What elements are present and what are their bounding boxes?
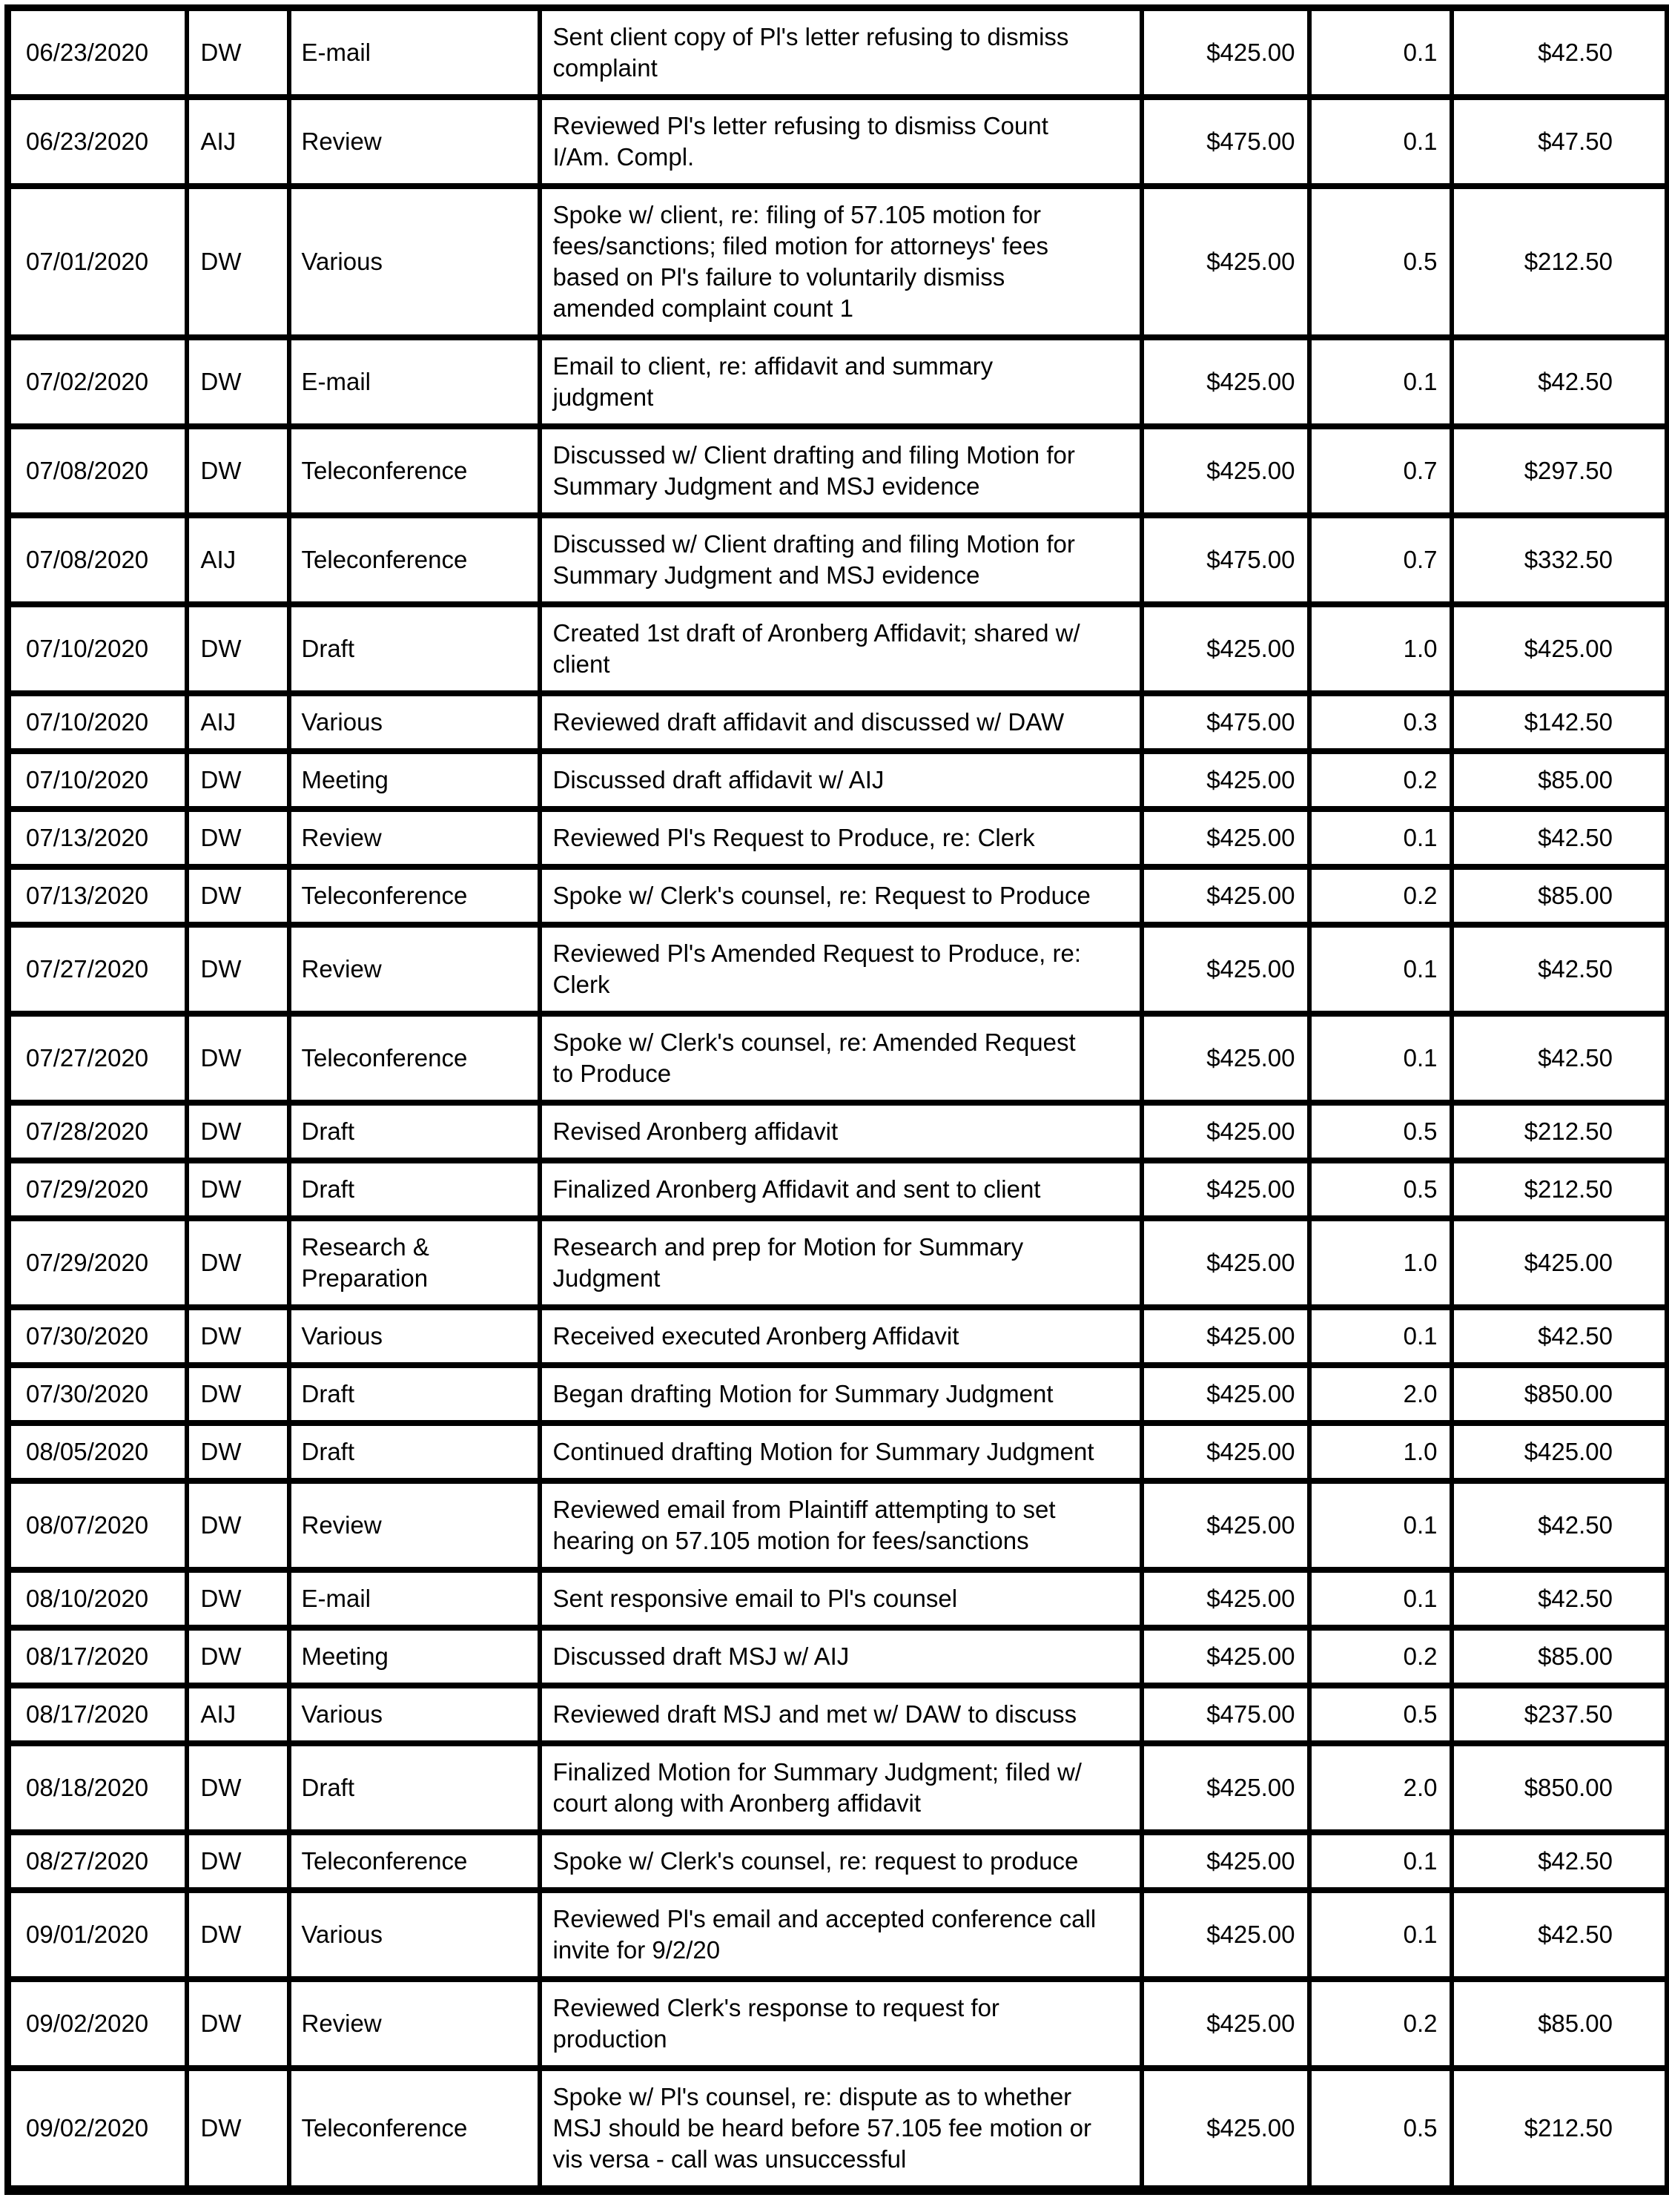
cell-date: 08/27/2020 [8,1832,187,1890]
cell-amount: $85.00 [1452,1979,1668,2068]
cell-date: 08/10/2020 [8,1570,187,1628]
cell-date: 07/10/2020 [8,693,187,751]
cell-activity: Review [289,97,540,186]
cell-hours: 2.0 [1309,1743,1452,1832]
cell-amount: $212.50 [1452,1161,1668,1218]
cell-date: 07/08/2020 [8,426,187,515]
cell-rate: $475.00 [1142,515,1309,604]
cell-date: 07/28/2020 [8,1103,187,1161]
cell-timekeeper: DW [187,1103,289,1161]
cell-hours: 0.5 [1309,1161,1452,1218]
cell-rate: $425.00 [1142,186,1309,337]
cell-hours: 0.5 [1309,2068,1452,2190]
cell-amount: $47.50 [1452,97,1668,186]
cell-rate: $425.00 [1142,8,1309,98]
cell-amount: $425.00 [1452,1423,1668,1481]
table-row [8,337,1668,426]
cell-activity: Review [289,809,540,867]
cell-activity: Draft [289,1743,540,1832]
cell-amount: $85.00 [1452,751,1668,809]
cell-hours: 0.2 [1309,751,1452,809]
cell-activity: Various [289,693,540,751]
cell-rate: $425.00 [1142,1570,1309,1628]
cell-timekeeper: DW [187,1161,289,1218]
cell-timekeeper: DW [187,1307,289,1365]
cell-activity: Draft [289,1423,540,1481]
cell-activity: Teleconference [289,1014,540,1103]
cell-date: 08/17/2020 [8,1628,187,1686]
cell-amount: $237.50 [1452,1686,1668,1743]
cell-amount: $85.00 [1452,1628,1668,1686]
cell-timekeeper: AIJ [187,97,289,186]
cell-hours: 0.7 [1309,426,1452,515]
cell-date: 07/01/2020 [8,186,187,337]
cell-description: Reviewed Pl's letter refusing to dismiss Count I/Am. Compl. [540,97,1142,186]
cell-rate: $425.00 [1142,337,1309,426]
cell-date: 07/10/2020 [8,604,187,693]
cell-activity: Review [289,1979,540,2068]
cell-hours: 0.1 [1309,1570,1452,1628]
cell-hours: 0.1 [1309,97,1452,186]
cell-activity: Various [289,186,540,337]
cell-rate: $425.00 [1142,809,1309,867]
cell-date: 06/23/2020 [8,97,187,186]
table-row [8,1423,1668,1481]
cell-hours: 0.1 [1309,1307,1452,1365]
cell-rate: $425.00 [1142,1832,1309,1890]
cell-timekeeper: DW [187,1979,289,2068]
cell-rate: $425.00 [1142,1423,1309,1481]
cell-description: Research and prep for Motion for Summary Judgment [540,1218,1142,1307]
cell-rate: $425.00 [1142,925,1309,1014]
cell-hours: 0.1 [1309,337,1452,426]
billing-table [4,4,1669,2195]
cell-description: Reviewed Pl's Request to Produce, re: Clerk [540,809,1142,867]
cell-rate: $425.00 [1142,867,1309,925]
cell-amount: $850.00 [1452,1365,1668,1423]
cell-timekeeper: DW [187,8,289,98]
cell-hours: 0.1 [1309,809,1452,867]
cell-timekeeper: AIJ [187,693,289,751]
cell-timekeeper: DW [187,1481,289,1570]
cell-activity: Meeting [289,751,540,809]
table-row [8,8,1668,98]
table-row [8,867,1668,925]
cell-timekeeper: DW [187,1570,289,1628]
cell-date: 09/02/2020 [8,2068,187,2190]
cell-activity: Teleconference [289,867,540,925]
cell-amount: $425.00 [1452,1218,1668,1307]
cell-date: 07/02/2020 [8,337,187,426]
scanned-billing-page [0,4,1669,2212]
table-row [8,1743,1668,1832]
cell-activity: Draft [289,1103,540,1161]
cell-hours: 0.5 [1309,1686,1452,1743]
table-row [8,693,1668,751]
cell-hours: 0.5 [1309,1103,1452,1161]
cell-activity: Meeting [289,1628,540,1686]
cell-description: Discussed w/ Client drafting and filing Motion for Summary Judgment and MSJ evidence [540,515,1142,604]
cell-date: 07/27/2020 [8,925,187,1014]
cell-rate: $475.00 [1142,97,1309,186]
cell-activity: E-mail [289,8,540,98]
cell-description: Spoke w/ client, re: filing of 57.105 motion for fees/sanctions; filed motion for attorneys' fees based on Pl's failure to voluntarily dismiss amended complaint count 1 [540,186,1142,337]
cell-timekeeper: DW [187,186,289,337]
billing-table-body [8,8,1668,2190]
cell-hours: 0.1 [1309,925,1452,1014]
table-row [8,1686,1668,1743]
cell-date: 07/30/2020 [8,1307,187,1365]
cell-activity: Teleconference [289,1832,540,1890]
cell-description: Sent responsive email to Pl's counsel [540,1570,1142,1628]
cell-rate: $425.00 [1142,604,1309,693]
table-row [8,1307,1668,1365]
cell-rate: $475.00 [1142,1686,1309,1743]
cell-timekeeper: DW [187,925,289,1014]
cell-description: Finalized Aronberg Affidavit and sent to client [540,1161,1142,1218]
cell-date: 09/01/2020 [8,1890,187,1979]
cell-rate: $425.00 [1142,1014,1309,1103]
cell-description: Continued drafting Motion for Summary Judgment [540,1423,1142,1481]
cell-activity: E-mail [289,1570,540,1628]
cell-hours: 0.3 [1309,693,1452,751]
cell-amount: $850.00 [1452,1743,1668,1832]
cell-description: Finalized Motion for Summary Judgment; filed w/ court along with Aronberg affidavit [540,1743,1142,1832]
cell-activity: Review [289,925,540,1014]
cell-activity: Research & Preparation [289,1218,540,1307]
cell-amount: $42.50 [1452,1307,1668,1365]
cell-amount: $212.50 [1452,186,1668,337]
cell-timekeeper: DW [187,1218,289,1307]
cell-description: Spoke w/ Clerk's counsel, re: Amended Request to Produce [540,1014,1142,1103]
cell-description: Reviewed Clerk's response to request for production [540,1979,1142,2068]
cell-activity: E-mail [289,337,540,426]
cell-amount: $42.50 [1452,337,1668,426]
cell-description: Reviewed Pl's Amended Request to Produce, re: Clerk [540,925,1142,1014]
cell-hours: 1.0 [1309,604,1452,693]
cell-amount: $42.50 [1452,925,1668,1014]
cell-description: Discussed draft affidavit w/ AIJ [540,751,1142,809]
table-row [8,1161,1668,1218]
cell-timekeeper: DW [187,1365,289,1423]
cell-rate: $425.00 [1142,1481,1309,1570]
cell-amount: $332.50 [1452,515,1668,604]
cell-rate: $425.00 [1142,1628,1309,1686]
cell-date: 08/07/2020 [8,1481,187,1570]
cell-hours: 0.2 [1309,1979,1452,2068]
table-row [8,925,1668,1014]
cell-rate: $425.00 [1142,2068,1309,2190]
cell-activity: Teleconference [289,515,540,604]
cell-timekeeper: DW [187,604,289,693]
cell-date: 07/29/2020 [8,1161,187,1218]
cell-timekeeper: AIJ [187,515,289,604]
cell-hours: 0.5 [1309,186,1452,337]
cell-hours: 0.1 [1309,1014,1452,1103]
cell-timekeeper: DW [187,867,289,925]
cell-hours: 2.0 [1309,1365,1452,1423]
cell-date: 07/08/2020 [8,515,187,604]
cell-hours: 0.2 [1309,867,1452,925]
cell-amount: $212.50 [1452,2068,1668,2190]
cell-date: 06/23/2020 [8,8,187,98]
cell-amount: $142.50 [1452,693,1668,751]
cell-date: 09/02/2020 [8,1979,187,2068]
cell-activity: Draft [289,1161,540,1218]
cell-rate: $425.00 [1142,426,1309,515]
cell-description: Received executed Aronberg Affidavit [540,1307,1142,1365]
cell-date: 07/29/2020 [8,1218,187,1307]
cell-activity: Teleconference [289,2068,540,2190]
cell-description: Reviewed draft MSJ and met w/ DAW to discuss [540,1686,1142,1743]
cell-rate: $425.00 [1142,1103,1309,1161]
cell-timekeeper: DW [187,426,289,515]
cell-rate: $425.00 [1142,1890,1309,1979]
cell-activity: Draft [289,604,540,693]
cell-amount: $297.50 [1452,426,1668,515]
cell-amount: $42.50 [1452,809,1668,867]
table-row [8,186,1668,337]
cell-activity: Various [289,1307,540,1365]
cell-description: Reviewed email from Plaintiff attempting to set hearing on 57.105 motion for fees/sanctions [540,1481,1142,1570]
cell-description: Revised Aronberg affidavit [540,1103,1142,1161]
table-row [8,1979,1668,2068]
cell-description: Created 1st draft of Aronberg Affidavit; shared w/ client [540,604,1142,693]
table-row [8,1832,1668,1890]
cell-amount: $42.50 [1452,1014,1668,1103]
cell-amount: $42.50 [1452,1890,1668,1979]
cell-hours: 1.0 [1309,1423,1452,1481]
cell-description: Discussed w/ Client drafting and filing Motion for Summary Judgment and MSJ evidence [540,426,1142,515]
cell-timekeeper: DW [187,2068,289,2190]
cell-date: 08/17/2020 [8,1686,187,1743]
table-row [8,1481,1668,1570]
cell-hours: 1.0 [1309,1218,1452,1307]
cell-amount: $42.50 [1452,1481,1668,1570]
cell-description: Spoke w/ Clerk's counsel, re: request to produce [540,1832,1142,1890]
cell-hours: 0.2 [1309,1628,1452,1686]
cell-amount: $42.50 [1452,1832,1668,1890]
table-row [8,1218,1668,1307]
cell-timekeeper: DW [187,1628,289,1686]
cell-rate: $425.00 [1142,1979,1309,2068]
cell-hours: 0.1 [1309,1832,1452,1890]
cell-timekeeper: AIJ [187,1686,289,1743]
cell-timekeeper: DW [187,1890,289,1979]
cell-description: Sent client copy of Pl's letter refusing to dismiss complaint [540,8,1142,98]
cell-activity: Review [289,1481,540,1570]
cell-description: Began drafting Motion for Summary Judgment [540,1365,1142,1423]
cell-date: 07/10/2020 [8,751,187,809]
table-row [8,1103,1668,1161]
table-row [8,1365,1668,1423]
cell-rate: $475.00 [1142,693,1309,751]
cell-activity: Teleconference [289,426,540,515]
cell-timekeeper: DW [187,809,289,867]
table-row [8,751,1668,809]
cell-date: 07/30/2020 [8,1365,187,1423]
cell-date: 08/05/2020 [8,1423,187,1481]
table-row [8,604,1668,693]
table-row [8,2068,1668,2190]
table-row [8,809,1668,867]
table-row [8,1890,1668,1979]
cell-activity: Various [289,1686,540,1743]
cell-date: 07/13/2020 [8,867,187,925]
table-row [8,426,1668,515]
cell-rate: $425.00 [1142,751,1309,809]
cell-rate: $425.00 [1142,1161,1309,1218]
table-row [8,1570,1668,1628]
cell-description: Spoke w/ Clerk's counsel, re: Request to Produce [540,867,1142,925]
table-row [8,97,1668,186]
cell-timekeeper: DW [187,337,289,426]
cell-amount: $212.50 [1452,1103,1668,1161]
cell-date: 07/13/2020 [8,809,187,867]
cell-timekeeper: DW [187,1743,289,1832]
cell-hours: 0.1 [1309,8,1452,98]
cell-amount: $42.50 [1452,8,1668,98]
cell-description: Reviewed Pl's email and accepted conference call invite for 9/2/20 [540,1890,1142,1979]
cell-rate: $425.00 [1142,1307,1309,1365]
table-row [8,1628,1668,1686]
cell-timekeeper: DW [187,751,289,809]
cell-amount: $42.50 [1452,1570,1668,1628]
cell-timekeeper: DW [187,1014,289,1103]
cell-date: 08/18/2020 [8,1743,187,1832]
cell-activity: Various [289,1890,540,1979]
table-row [8,515,1668,604]
cell-amount: $85.00 [1452,867,1668,925]
cell-hours: 0.1 [1309,1890,1452,1979]
cell-rate: $425.00 [1142,1743,1309,1832]
cell-description: Email to client, re: affidavit and summary judgment [540,337,1142,426]
cell-activity: Draft [289,1365,540,1423]
cell-rate: $425.00 [1142,1218,1309,1307]
cell-description: Spoke w/ Pl's counsel, re: dispute as to whether MSJ should be heard before 57.105 fee motion or vis versa - call was unsuccessful [540,2068,1142,2190]
cell-rate: $425.00 [1142,1365,1309,1423]
table-row [8,1014,1668,1103]
cell-description: Discussed draft MSJ w/ AIJ [540,1628,1142,1686]
cell-hours: 0.1 [1309,1481,1452,1570]
cell-hours: 0.7 [1309,515,1452,604]
cell-amount: $425.00 [1452,604,1668,693]
cell-timekeeper: DW [187,1832,289,1890]
cell-date: 07/27/2020 [8,1014,187,1103]
cell-timekeeper: DW [187,1423,289,1481]
cell-description: Reviewed draft affidavit and discussed w/ DAW [540,693,1142,751]
